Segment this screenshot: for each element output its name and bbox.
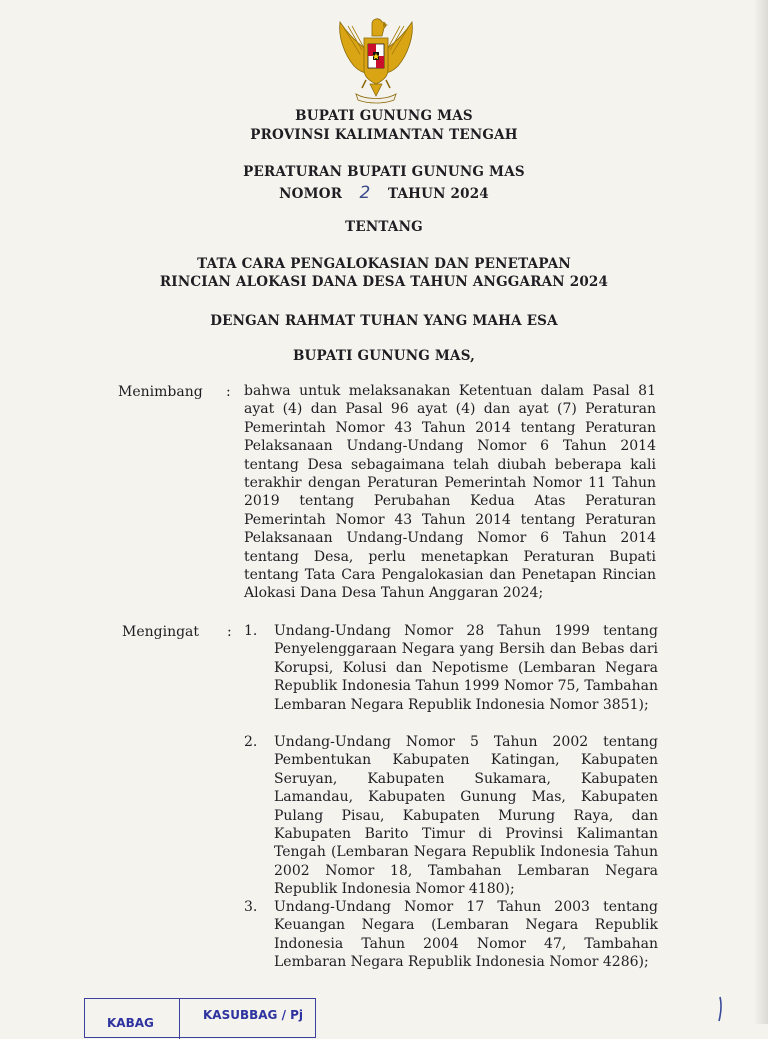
stamp-divider: [179, 999, 180, 1039]
nomor-label: NOMOR: [279, 186, 343, 202]
approval-stamp: [84, 998, 316, 1038]
stamp-kasubbag: KASUBBAG / Pj: [203, 1008, 304, 1022]
tentang-heading: TENTANG: [345, 219, 423, 235]
menimbang-label: Menimbang: [118, 384, 203, 400]
rahmat-heading: DENGAN RAHMAT TUHAN YANG MAHA ESA: [210, 313, 558, 329]
mengingat-label: Mengingat: [122, 624, 200, 640]
item-number: 1.: [244, 623, 258, 639]
garuda-emblem: [330, 14, 422, 106]
item-text: Undang-Undang Nomor 28 Tahun 1999 tentang Penyelenggaraan Negara yang Bersih dan Bebas dari Korupsi, Kolusi dan Nepotisme (Lembaran Negara Republik Indonesia Tahun 1999 Nomor 75, Tambahan Lembaran Negara Republik Indonesia Nomor 3851);: [274, 623, 658, 713]
subject-line-1: TATA CARA PENGALOKASIAN DAN PENETAPAN: [197, 256, 571, 272]
item-number: 3.: [244, 899, 258, 915]
menimbang-text: bahwa untuk melaksanakan Ketentuan dalam Pasal 81 ayat (4) dan Pasal 96 ayat (4) dan ayat (7) Peraturan Pemerintah Nomor 43 Tahun 2014 tentang Peraturan Pelaksanaan Undang-Undang Nomor 6 Tahun 2014 tentang Desa sebagaimana telah diubah beberapa kali terakhir dengan Peraturan Pemerintah Nomor 11 Tahun 2019 tentang Perubahan Kedua Atas Peraturan Pemerintah Nomor 43 Tahun 2014 tentang Peraturan Pelaksanaan Undang-Undang Nomor 6 Tahun 2014 tentang Desa, perlu menetapkan Peraturan Bupati tentang Tata Cara Pengalokasian dan Penetapan Rincian Alokasi Dana Desa Tahun Anggaran 2024;: [244, 383, 656, 602]
item-number: 2.: [244, 734, 258, 750]
menimbang-colon: :: [226, 384, 231, 400]
regulation-title: PERATURAN BUPATI GUNUNG MAS: [243, 164, 525, 180]
stamp-kabag: KABAG: [107, 1016, 154, 1030]
page-edge-shadow: [754, 0, 768, 1024]
regent-title: BUPATI GUNUNG MAS: [295, 108, 473, 124]
regulation-number: [0, 183, 768, 203]
nomor-value-handwritten: 2: [359, 183, 371, 203]
pen-mark: [716, 995, 724, 1023]
item-text: Undang-Undang Nomor 17 Tahun 2003 tentang Keuangan Negara (Lembaran Negara Republik Indonesia Tahun 2004 Nomor 47, Tambahan Lembaran Negara Republik Indonesia Nomor 4286);: [274, 899, 658, 971]
subject-line-2: RINCIAN ALOKASI DANA DESA TAHUN ANGGARAN 2024: [159, 274, 609, 290]
province-title: PROVINSI KALIMANTAN TENGAH: [250, 127, 518, 143]
tahun-label: TAHUN 2024: [387, 186, 489, 202]
item-text: Undang-Undang Nomor 5 Tahun 2002 tentang Pembentukan Kabupaten Katingan, Kabupaten Seruyan, Kabupaten Sukamara, Kabupaten Lamandau, Kabupaten Gunung Mas, Kabupaten Pulang Pisau, Kabupaten Murung Raya, dan Kabupaten Barito Timur di Provinsi Kalimantan Tengah (Lembaran Negara Republik Indonesia Tahun 2002 Nomor 18, Tambahan Lembaran Negara Republik Indonesia Nomor 4180);: [274, 734, 658, 898]
bupati-heading: BUPATI GUNUNG MAS,: [292, 348, 476, 364]
mengingat-colon: :: [227, 624, 232, 640]
